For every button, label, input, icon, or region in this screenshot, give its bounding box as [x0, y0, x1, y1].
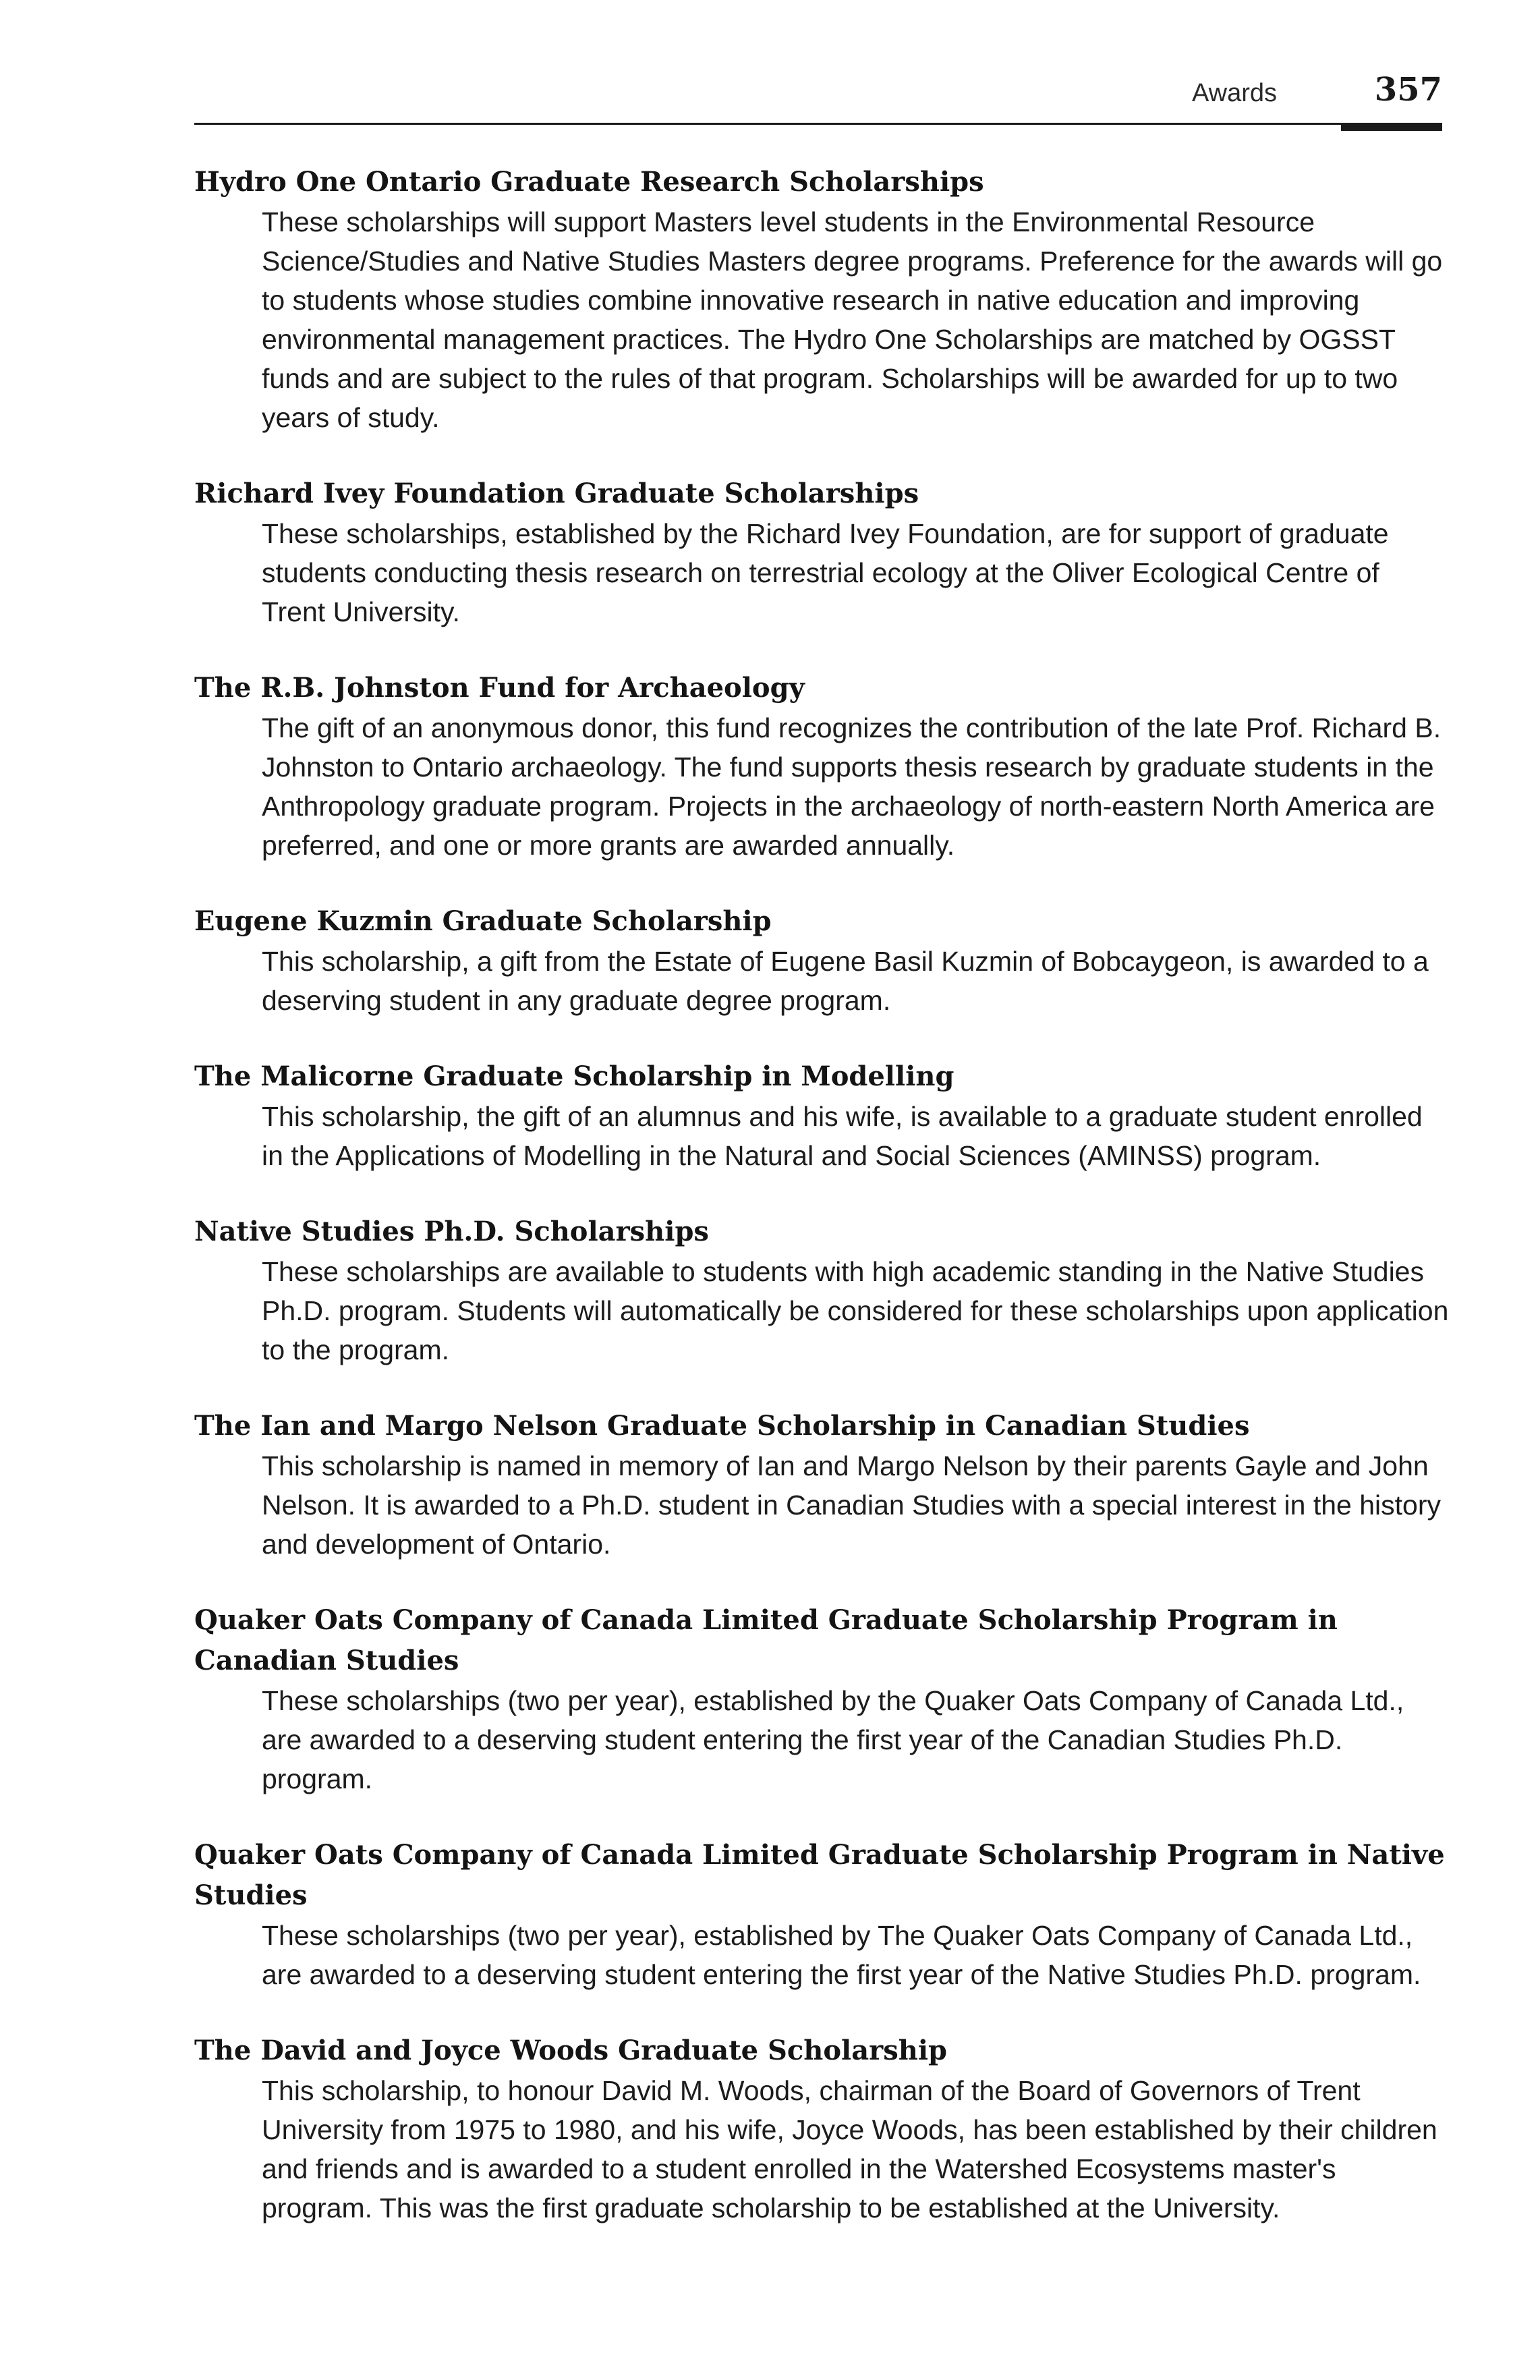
award-description: These scholarships, established by the Richard Ivey Foundation, are for support of graduate students conducting thesis research on terrestrial ecology at the Oliver Ecological Centre of Trent University. — [262, 518, 1389, 627]
award-description: These scholarships will support Masters level students in the Environmental Resource Science/Studies and Native Studies Masters degree programs. Preference for the awards will go to students whose studies combine innovative research in native education and improving environmental management practices. The Hydro One Scholarships are matched by OGSST funds and are subject to the rules of that program. Scholarships will be awarded for up to two years of study. — [262, 206, 1443, 433]
award-description: These scholarships (two per year), established by the Quaker Oats Company of Canada Ltd., are awarded to a deserving student entering the first year of the Canadian Studies Ph.D. program. — [262, 1685, 1404, 1794]
award-description: This scholarship, a gift from the Estate of Eugene Basil Kuzmin of Bobcaygeon, is awarded to a deserving student in any graduate degree program. — [262, 946, 1429, 1016]
page-header — [194, 71, 1442, 125]
award-description: The gift of an anonymous donor, this fund recognizes the contribution of the late Prof. Richard B. Johnston to Ontario archaeology. The fund supports thesis research by graduate students in the Anthropology graduate program. Projects in the archaeology of north-eastern North America are preferred, and one or more grants are awarded annually. — [262, 712, 1442, 861]
award-title: Eugene Kuzmin Graduate Scholarship — [194, 905, 772, 937]
award-title: Quaker Oats Company of Canada Limited Graduate Scholarship Program in Canadian Studies — [194, 1604, 1338, 1676]
award-description: This scholarship, to honour David M. Woods, chairman of the Board of Governors of Trent University from 1975 to 1980, and his wife, Joyce Woods, has been established by their children and friends and is awarded to a student enrolled in the Watershed Ecosystems master's program. This was the first graduate scholarship to be established at the University. — [262, 2075, 1437, 2223]
award-description: This scholarship is named in memory of Ian and Margo Nelson by their parents Gayle and John Nelson. It is awarded to a Ph.D. student in Canadian Studies with a special interest in the history and development of Ontario. — [262, 1450, 1442, 1560]
award-description: This scholarship, the gift of an alumnus and his wife, is available to a graduate student enrolled in the Applications of Modelling in the Natural and Social Sciences (AMINSS) program. — [262, 1101, 1423, 1171]
award-title: The Malicorne Graduate Scholarship in Modelling — [194, 1060, 954, 1092]
header-rule — [194, 123, 1442, 125]
award-entry-hydro-one — [194, 162, 1449, 437]
award-title: Hydro One Ontario Graduate Research Scholarships — [194, 166, 984, 198]
award-title: Quaker Oats Company of Canada Limited Graduate Scholarship Program in Native Studies — [194, 1839, 1445, 1911]
award-entry-eugene-kuzmin — [194, 901, 1449, 1020]
award-title: The Ian and Margo Nelson Graduate Scholarship in Canadian Studies — [194, 1410, 1250, 1442]
award-title: The David and Joyce Woods Graduate Scholarship — [194, 2035, 947, 2066]
page-number: 357 — [1374, 71, 1442, 109]
award-entry-nelson — [194, 1406, 1449, 1564]
award-entry-richard-ivey — [194, 474, 1449, 631]
award-description: These scholarships (two per year), established by The Quaker Oats Company of Canada Ltd., are awarded to a deserving student entering the first year of the Native Studies Ph.D. program. — [262, 1920, 1421, 1990]
award-entry-rb-johnston — [194, 668, 1449, 865]
award-title: Native Studies Ph.D. Scholarships — [194, 1216, 709, 1247]
award-title: Richard Ivey Foundation Graduate Scholarships — [194, 478, 919, 509]
award-entry-quaker-canadian — [194, 1600, 1449, 1798]
award-description: These scholarships are available to students with high academic standing in the Native Studies Ph.D. program. Students will automatically be considered for these scholarships upon application to the program. — [262, 1256, 1449, 1365]
award-entry-malicorne — [194, 1056, 1449, 1175]
running-header-section: Awards — [1191, 79, 1277, 107]
award-entry-native-studies-phd — [194, 1212, 1449, 1369]
award-title: The R.B. Johnston Fund for Archaeology — [194, 672, 805, 704]
awards-list — [194, 162, 1449, 2264]
award-entry-quaker-native — [194, 1835, 1449, 1994]
award-entry-woods — [194, 2031, 1449, 2228]
header-rule-bar — [1341, 123, 1442, 131]
